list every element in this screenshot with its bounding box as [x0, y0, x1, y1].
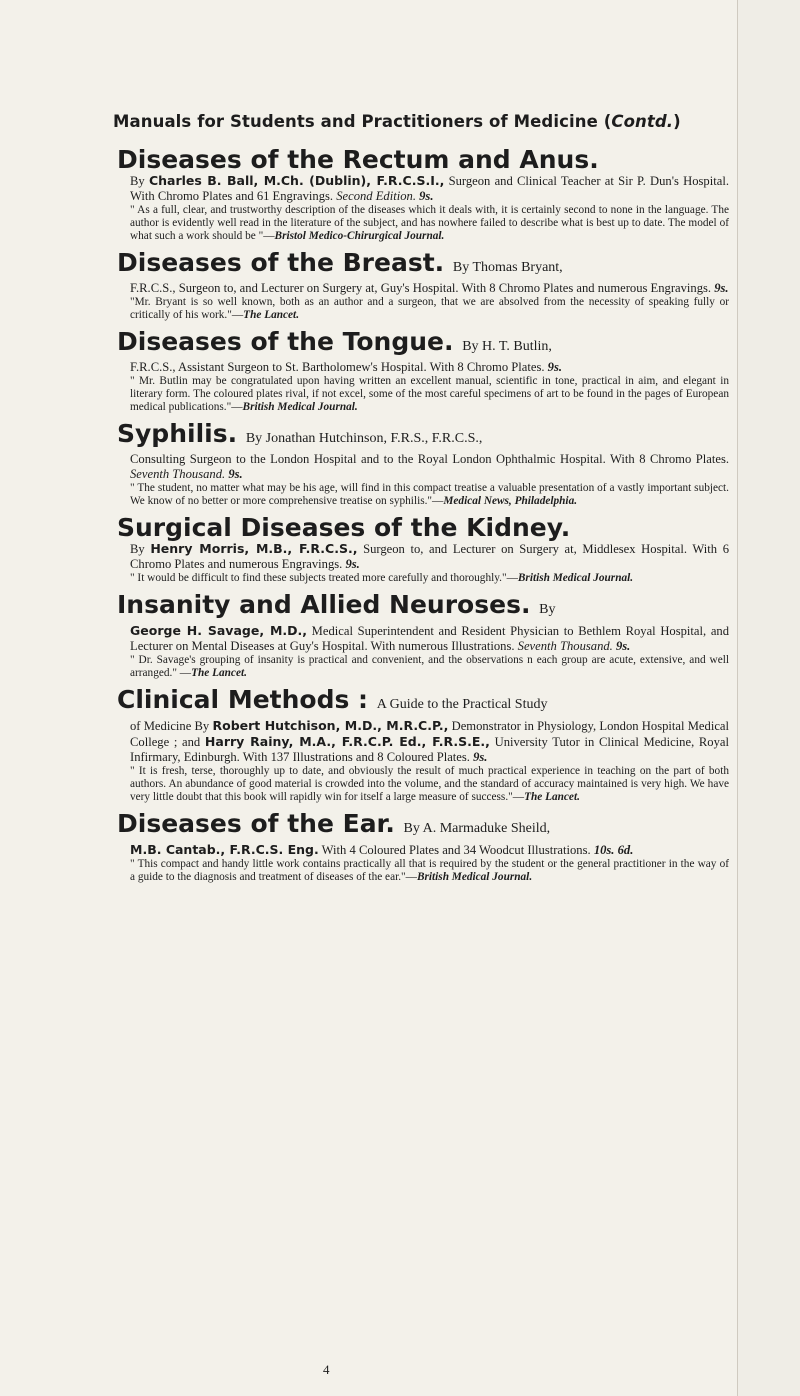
price: 9s. [615, 639, 631, 653]
entry-body: M.B. Cantab., F.R.C.S. Eng. With 4 Coloured Plates and 34 Woodcut Illustrations. 10s. 6d. [130, 842, 634, 857]
entry-body: By Henry Morris, M.B., F.R.C.S., Surgeon to, and Lecturer on Surgery at, Middlesex Hospital. With 6 Chromo Plates and numerous Engravings. 9s. [130, 541, 729, 571]
entry-syphilis [117, 421, 729, 508]
header-contd: Contd. [611, 112, 674, 131]
entry-kidney [117, 515, 729, 585]
entry-title: Diseases of the Ear. By A. Marmaduke Sheild, [117, 809, 551, 838]
entry-ear [117, 811, 729, 884]
review-quote: " It would be difficult to find these subjects treated more carefully and thoroughly."—British Medical Journal. [130, 572, 634, 584]
byline: By H. T. Butlin, [462, 339, 552, 354]
edition: Second Edition. [336, 189, 416, 203]
entry-breast [117, 250, 729, 322]
entry-title: Diseases of the Tongue. By H. T. Butlin, [117, 327, 552, 356]
entry-body: George H. Savage, M.D., Medical Superintendent and Resident Physician to Bethlem Royal Hospital, and Lecturer on Mental Diseases at Guy's Hospital. With numerous Illustrations. Seventh Thousand. 9s. [130, 623, 730, 653]
entry-body: Consulting Surgeon to the London Hospital and to the Royal London Ophthalmic Hospital. With 8 Chromo Plates. Seventh Thousand. 9s. [130, 452, 729, 481]
review-quote: " The student, no matter what may be his age, will find in this compact treatise a valuable presentation of a vastly important subject. We know of no better or more comprehensive treatise on syphilis."—Medical News, Philadelphia. [130, 482, 729, 507]
review-quote: " It is fresh, terse, thoroughly up to date, and obviously the result of much practical experience in teaching on the part of both authors. An abundance of good material is crowded into the volume, and the standard of accuracy maintained is very high. We have very little doubt that this book will rapidly win for itself a large measure of success."—The Lancet. [130, 765, 729, 803]
author-name: Robert Hutchison, M.D., M.R.C.P., [212, 718, 449, 733]
review-quote: " This compact and handy little work contains practically all that is required by the student or the general practitioner in the way of a guide to the diagnosis and treatment of diseases of the ear."—British Medical Journal. [130, 858, 729, 883]
catalogue-page [113, 112, 730, 891]
author-name: M.B. Cantab., F.R.C.S. Eng. [130, 842, 319, 857]
price: 9s. [473, 750, 488, 764]
entry-body: F.R.C.S., Assistant Surgeon to St. Bartholomew's Hospital. With 8 Chromo Plates. 9s. [130, 360, 563, 374]
price: 9s. [714, 281, 729, 295]
review-source: British Medical Journal. [242, 401, 358, 413]
review-source: British Medical Journal. [517, 572, 634, 584]
price: 9s. [419, 189, 434, 203]
entry-body: of Medicine By Robert Hutchison, M.D., M.R.C.P., Demonstrator in Physiology, London Hospital Medical College ; and Harry Rainy, M.A., F.R.C.P. Ed., F.R.S.E., University Tutor in Clinical Medicine, Royal Infirmary, Edinburgh. With 137 Illustrations and 8 Coloured Plates. 9s. [130, 718, 729, 764]
author-name: Charles B. Ball, M.Ch. (Dublin), F.R.C.S.I., [148, 173, 445, 188]
review-source: Bristol Medico-Chirurgical Journal. [274, 230, 445, 242]
review-source: British Medical Journal. [416, 871, 533, 883]
review-quote: " Dr. Savage's grouping of insanity is practical and convenient, and the observations n each group are acute, extensive, and well arranged." —The Lancet. [130, 654, 729, 679]
byline: By A. Marmaduke Sheild, [403, 821, 551, 836]
price: 10s. 6d. [593, 843, 634, 857]
review-source: Medical News, Philadelphia. [443, 495, 578, 507]
entry-clinical-methods [117, 687, 729, 804]
review-quote: "Mr. Bryant is so well known, both as an author and a surgeon, that we are absolved from the necessity of speaking fully or critically of his work."—The Lancet. [130, 296, 729, 321]
review-quote: " As a full, clear, and trustworthy description of the diseases which it deals with, it is certainly second to none in the language. The author is evidently well read in the literature of the subject, and has nowhere failed to describe what is best up to date. The model of what such a work should be "—Bristol Medico-Chirurgical Journal. [130, 204, 729, 242]
entry-tongue [117, 329, 729, 414]
byline: A Guide to the Practical Study [376, 697, 548, 712]
entry-body: By Charles B. Ball, M.Ch. (Dublin), F.R.C.S.I., Surgeon and Clinical Teacher at Sir P. Dun's Hospital. With Chromo Plates and 61 Engravings. Second Edition. 9s. [130, 173, 729, 203]
price: 9s. [345, 557, 360, 571]
page-edge [737, 0, 800, 1396]
edition: Seventh Thousand. [130, 467, 226, 481]
author-name: George H. Savage, M.D., [130, 623, 308, 638]
price: 9s. [547, 360, 563, 374]
entry-title: Insanity and Allied Neuroses. By [117, 590, 556, 619]
review-quote: " Mr. Butlin may be congratulated upon having written an excellent manual, scientific in tone, practical in aim, and elegant in literary form. The coloured plates rival, if not excel, some of the most careful specimens of art to be found in the pages of European medical publications."—British Medical Journal. [130, 375, 729, 413]
entry-insanity [117, 592, 729, 680]
entry-body: F.R.C.S., Surgeon to, and Lecturer on Surgery at, Guy's Hospital. With 8 Chromo Plates and numerous Engravings. 9s. [130, 281, 729, 295]
header-close: ) [673, 112, 681, 131]
price: 9s. [228, 467, 243, 481]
entry-title: Diseases of the Rectum and Anus. [117, 145, 599, 174]
edition: Seventh Thousand. [517, 639, 613, 653]
entry-rectum [117, 147, 729, 243]
author-name-2: Harry Rainy, M.A., F.R.C.P. Ed., F.R.S.E., [204, 734, 490, 749]
header-text: Manuals for Students and Practitioners of Medicine ( [113, 112, 612, 131]
byline: By Jonathan Hutchinson, F.R.S., F.R.C.S., [245, 431, 483, 446]
entry-title: Syphilis. By Jonathan Hutchinson, F.R.S., F.R.C.S., [117, 419, 483, 448]
entry-title: Diseases of the Breast. By Thomas Bryant, [117, 248, 563, 277]
page-header [113, 112, 729, 131]
page-number: 4 [323, 1362, 330, 1377]
byline: By Thomas Bryant, [452, 260, 563, 275]
entry-title: Surgical Diseases of the Kidney. [117, 513, 571, 542]
review-source: The Lancet. [524, 791, 580, 803]
author-name: Henry Morris, M.B., F.R.C.S., [150, 541, 358, 556]
byline: By [539, 602, 556, 617]
review-source: The Lancet. [191, 667, 247, 679]
review-source: The Lancet. [243, 309, 300, 321]
entry-title: Clinical Methods : A Guide to the Practical Study [117, 685, 548, 714]
